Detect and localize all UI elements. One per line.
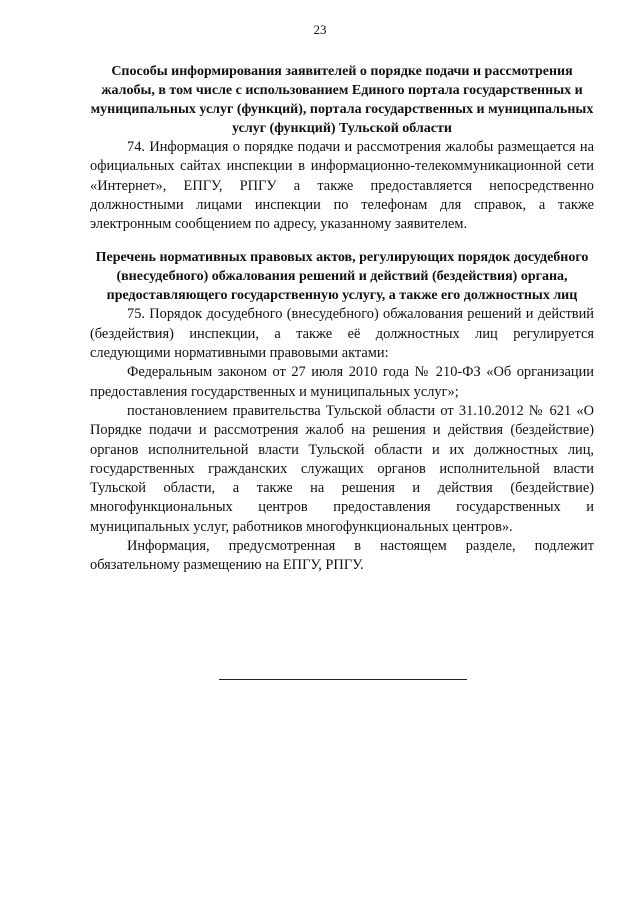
section-heading-legal-acts: Перечень нормативных правовых актов, регулирующих порядок досудебного (внесудебного) обжалования решений и действий (бездействия) органа, предоставляющего государственную услугу, а также его должностных лиц — [95, 250, 589, 304]
paragraph-75: 75. Порядок досудебного (внесудебного) обжалования решений и действий (бездействия) инспекции, а также её должностных лиц регулируется следующими нормативными правовыми актами: — [90, 306, 594, 362]
page-number: 23 — [313, 22, 327, 37]
paragraph-placement-note: Информация, предусмотренная в настоящем разделе, подлежит обязательному размещению на ЕПГУ, РПГУ. — [90, 538, 594, 574]
paragraph-regional-resolution: постановлением правительства Тульской области от 31.10.2012 № 621 «О Порядке подачи и рассмотрения жалоб на решения и действия (бездействие) органов исполнительной власти Тульской области и их должностных лиц, государственных гражданских служащих органов исполнительной власти Тульской области, а также на решения и действия (бездействие) многофункциональных центров предоставления государственных и муниципальных услуг, работников многофункциональных центров». — [90, 402, 594, 535]
end-divider-line — [219, 679, 467, 680]
paragraph-federal-law: Федеральным законом от 27 июля 2010 года № 210-ФЗ «Об организации предоставления государственных и муниципальных услуг»; — [90, 364, 594, 400]
page-content — [90, 62, 594, 576]
paragraph-74: 74. Информация о порядке подачи и рассмотрения жалобы размещается на официальных сайтах инспекции в информационно-телекоммуникационной сети «Интернет», ЕПГУ, РПГУ а также предоставляется непосредственно должностными лицами инспекции по телефонам для справок, а также электронным сообщением по адресу, указанному заявителем. — [90, 139, 594, 233]
section-heading-complaint-info: Способы информирования заявителей о порядке подачи и рассмотрения жалобы, в том числе с использованием Единого портала государственных и муниципальных услуг (функций), портала государственных и муниципальных услуг (функций) Тульской области — [90, 64, 594, 136]
